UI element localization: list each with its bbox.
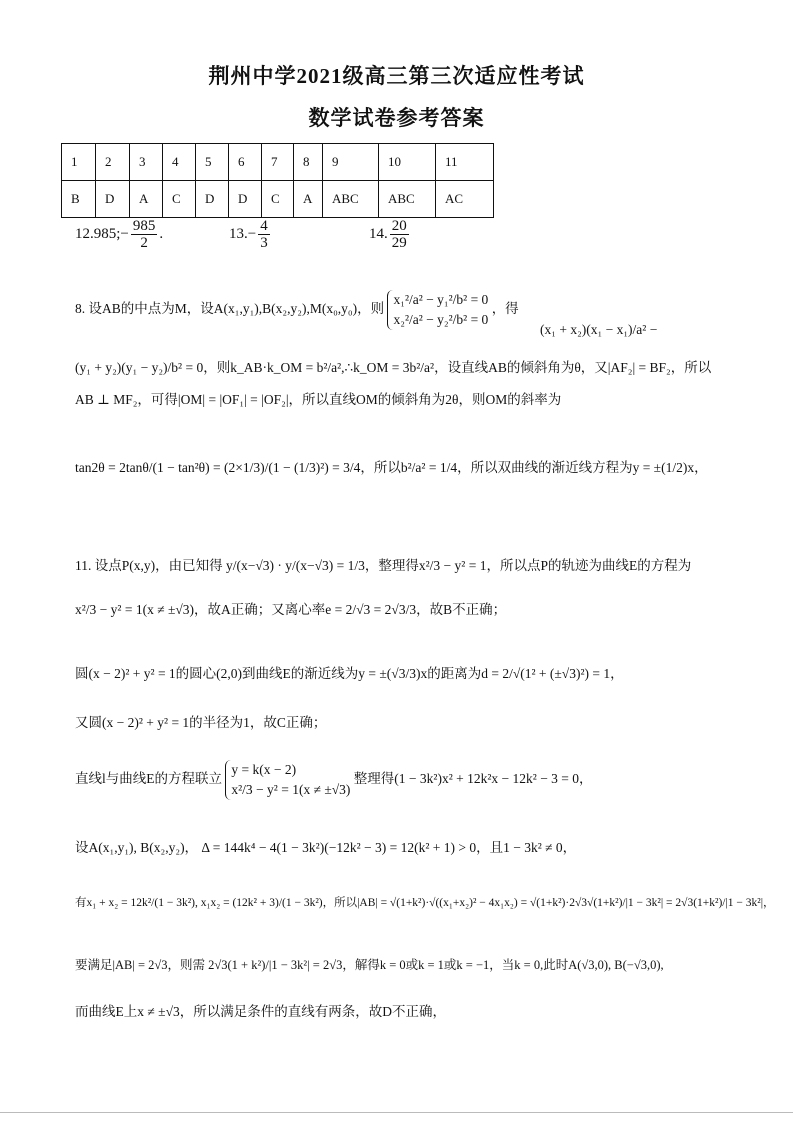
page-bottom-divider — [0, 1112, 793, 1113]
q8-intro: 8. 设AB的中点为M，设A(x₁,y₁),B(x₂,y₂),M(x₀,y₀)，则 — [75, 301, 385, 317]
question-number-cell: 5 — [196, 144, 229, 181]
question-number-cell: 2 — [96, 144, 130, 181]
q14-prefix: 14. — [369, 225, 388, 242]
q12-numerator: 985 — [132, 218, 156, 234]
question-number-cell: 4 — [163, 144, 196, 181]
q8-line-1 — [75, 290, 519, 330]
q12-denominator: 2 — [140, 235, 148, 251]
q11-line-5 — [75, 760, 593, 800]
q14-denominator: 29 — [391, 235, 407, 251]
q8-derive: ，得 — [491, 301, 519, 317]
answer-cell: ABC — [379, 181, 436, 218]
question-number-cell: 6 — [229, 144, 262, 181]
answer-cell: A — [130, 181, 163, 218]
q11-line-4: 又圆(x − 2)² + y² = 1的半径为1，故C正确； — [75, 715, 327, 730]
q11-line-3: 圆(x − 2)² + y² = 1的圆心(2,0)到曲线E的渐近线为y = ±(√3/3)x的距离为d = 2/√(1² + (±√3)²) = 1， — [75, 666, 624, 681]
answer-key-subtitle: 数学试卷参考答案 — [308, 106, 485, 130]
answer-table — [61, 143, 494, 218]
answer-cell: D — [196, 181, 229, 218]
q14-fraction — [390, 218, 409, 251]
q8-system — [387, 290, 488, 330]
q11-system-eq1: y = k(x − 2) — [231, 762, 297, 777]
q13-fraction — [258, 218, 270, 251]
q14-numerator: 20 — [391, 218, 407, 234]
answer-cell: B — [62, 181, 96, 218]
q13-numerator: 4 — [260, 218, 268, 234]
question-number-cell: 9 — [323, 144, 379, 181]
q8-line-3: AB ⊥ MF₂，可得|OM| = |OF₁| = |OF₂|，所以直线OM的倾斜角为2θ，则OM的斜率为 — [75, 392, 562, 407]
q8-system-eq2: x₂²/a² − y₂²/b² = 0 — [393, 312, 489, 327]
q11-system-intro: 直线l与曲线E的方程联立 — [75, 771, 222, 787]
q8-line-1c: (x₁ + x₂)(x₁ − x₁)/a² − — [540, 322, 658, 337]
answer-cell: AC — [436, 181, 494, 218]
q11-line-7: 有x₁ + x₂ = 12k²/(1 − 3k²), x₁x₂ = (12k² + 3)/(1 − 3k²)，所以|AB| = √(1+k²)·√((x₁+x₂)² − 4x₁x₂) = √(1+k²)·2√3√(1+k²)/|1 − 3k²| = 2√3(1+k²)/|1 − 3k²|， — [75, 897, 775, 909]
q12-suffix: . — [159, 225, 164, 242]
answer-cell: D — [229, 181, 262, 218]
answer-cell: C — [163, 181, 196, 218]
answer-cell: ABC — [323, 181, 379, 218]
answer-table-number-row — [62, 144, 494, 181]
question-number-cell: 10 — [379, 144, 436, 181]
question-number-cell: 11 — [436, 144, 494, 181]
q8-line-4: tan2θ = 2tanθ/(1 − tan²θ) = (2×1/3)/(1 − (1/3)²) = 3/4，所以b²/a² = 1/4，所以双曲线的渐近线方程为y = ±(1/2)x， — [75, 460, 708, 475]
question-number-cell: 8 — [294, 144, 323, 181]
q11-line-6: 设A(x₁,y₁), B(x₂,y₂)， Δ = 144k⁴ − 4(1 − 3k²)(−12k² − 3) = 12(k² + 1) > 0，且1 − 3k² ≠ 0， — [75, 840, 577, 855]
question-number-cell: 7 — [262, 144, 294, 181]
exam-title: 荆州中学2021级高三第三次适应性考试 — [208, 64, 585, 88]
answer-cell: D — [96, 181, 130, 218]
question-number-cell: 1 — [62, 144, 96, 181]
q12-prefix: 12.985;− — [75, 225, 129, 242]
q11-line-9: 而曲线E上x ≠ ±√3，所以满足条件的直线有两条，故D不正确， — [75, 1004, 446, 1019]
q11-system-eq2: x²/3 − y² = 1(x ≠ ±√3) — [231, 782, 351, 797]
question-number-cell: 3 — [130, 144, 163, 181]
q14-answer — [369, 218, 411, 251]
q8-line-2: (y₁ + y₂)(y₁ − y₂)/b² = 0，则k_AB·k_OM = b²/a²,∴k_OM = 3b²/a²，设直线AB的倾斜角为θ，又|AF₂| = BF₂，所以 — [75, 360, 712, 375]
q13-denominator: 3 — [260, 235, 268, 251]
q12-fraction — [131, 218, 158, 251]
q11-quadratic: 整理得(1 − 3k²)x² + 12k²x − 12k² − 3 = 0， — [353, 771, 593, 787]
q11-system — [225, 760, 350, 800]
q8-system-eq1: x₁²/a² − y₁²/b² = 0 — [393, 292, 489, 307]
q11-line-1: 11. 设点P(x,y)，由已知得 y/(x−√3) · y/(x−√3) = 1/3，整理得x²/3 − y² = 1，所以点P的轨迹为曲线E的方程为 — [75, 558, 692, 573]
q13-answer — [229, 218, 272, 251]
answer-table-answer-row — [62, 181, 494, 218]
answer-cell: C — [262, 181, 294, 218]
answer-cell: A — [294, 181, 323, 218]
q11-line-2: x²/3 − y² = 1(x ≠ ±√3)，故A正确；又离心率e = 2/√3 = 2√3/3，故B不正确； — [75, 602, 507, 617]
q11-line-8: 要满足|AB| = 2√3，则需 2√3(1 + k²)/|1 − 3k²| = 2√3，解得k = 0或k = 1或k = −1，当k = 0,此时A(√3,0), B(−√3,0), — [75, 958, 664, 972]
q12-answer — [75, 218, 163, 251]
q13-prefix: 13.− — [229, 225, 257, 242]
